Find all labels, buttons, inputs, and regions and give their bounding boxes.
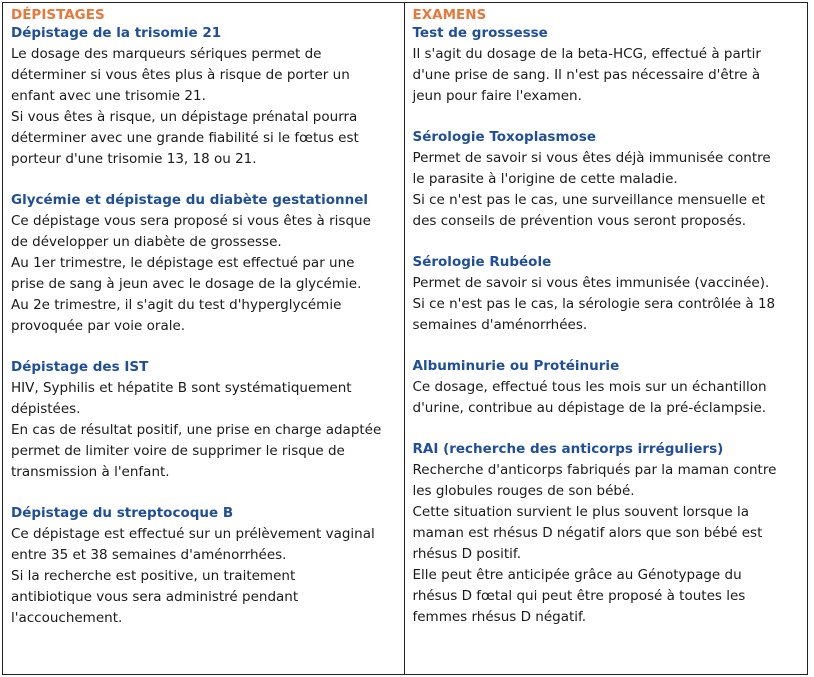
body-text-line: Si la recherche est positive, un traitement: [11, 568, 296, 584]
section-title: Dépistage de la trisomie 21: [11, 25, 222, 41]
body-text-line: porteur d'une trisomie 13, 18 ou 21.: [11, 151, 257, 167]
body-text-line: enfant avec une trisomie 21.: [11, 88, 206, 104]
body-text-line: le parasite à l'origine de cette maladie.: [412, 171, 678, 187]
body-text-line: Le dosage des marqueurs sériques permet de: [11, 46, 322, 62]
body-text-line: maman est rhésus D négatif alors que son bébé est: [412, 525, 763, 541]
section-serologie-rubeole: [413, 252, 808, 336]
body-text-line: femmes rhésus D négatif.: [412, 609, 587, 625]
body-text-line: jeun pour faire l'examen.: [412, 88, 582, 104]
body-text-line: Si ce n'est pas le cas, une surveillance mensuelle et: [412, 192, 765, 208]
body-text-line: permet de limiter voire de supprimer le risque de: [11, 443, 345, 459]
section-title: RAI (recherche des anticorps irréguliers): [412, 441, 724, 457]
body-text-line: déterminer avec une grande fiabilité si le fœtus est: [11, 130, 359, 146]
body-text-line: Permet de savoir si vous êtes déjà immunisée contre: [412, 150, 771, 166]
body-text-line: de développer un diabète de grossesse.: [11, 234, 282, 250]
category-heading: DÉPISTAGES: [11, 7, 105, 23]
section-title: Test de grossesse: [412, 25, 548, 41]
section-depistage-du-streptocoque-b: [11, 503, 404, 629]
body-text-line: rhésus D fœtal qui peut être proposé à toutes les: [412, 588, 746, 604]
section-title: Dépistage du streptocoque B: [11, 505, 234, 521]
section-title: Glycémie et dépistage du diabète gestationnel: [11, 192, 369, 208]
body-text-line: l'accouchement.: [11, 610, 123, 626]
body-text-line: Ce dépistage vous sera proposé si vous êtes à risque: [11, 213, 371, 229]
body-text-line: Au 2e trimestre, il s'agit du test d'hyperglycémie: [11, 297, 342, 313]
body-text-line: Elle peut être anticipée grâce au Génotypage du: [412, 567, 742, 583]
body-text-line: Si vous êtes à risque, un dépistage prénatal pourra: [11, 109, 358, 125]
body-text-line: semaines d'aménorrhées.: [412, 317, 588, 333]
section-rai-recherche-des-anticorps-irreguliers: [413, 439, 808, 628]
info-table: [2, 2, 808, 675]
body-text-line: antibiotique vous sera administré pendant: [11, 589, 299, 605]
body-text-line: les globules rouges de son bébé.: [412, 483, 635, 499]
section-glycemie-et-depistage-du-diabete-gestationnel: [11, 190, 404, 337]
body-text-line: transmission à l'enfant.: [11, 464, 170, 480]
section-title: Sérologie Rubéole: [412, 254, 552, 270]
section-title: Sérologie Toxoplasmose: [412, 129, 597, 145]
body-text-line: d'une prise de sang. Il n'est pas nécessaire d'être à: [412, 67, 761, 83]
body-text-line: entre 35 et 38 semaines d'aménorrhées.: [11, 547, 287, 563]
body-text-line: Recherche d'anticorps fabriqués par la maman contre: [412, 462, 777, 478]
body-text-line: d'urine, contribue au dépistage de la pré-éclampsie.: [412, 400, 767, 416]
body-text-line: Il s'agit du dosage de la beta-HCG, effectué à partir: [412, 46, 761, 62]
section-depistage-des-ist: [11, 357, 404, 483]
category-heading: EXAMENS: [412, 7, 487, 23]
body-text-line: Si ce n'est pas le cas, la sérologie sera contrôlée à 18: [412, 296, 776, 312]
section-title: Dépistage des IST: [11, 359, 149, 375]
column-depistages: [3, 3, 405, 674]
section-serologie-toxoplasmose: [413, 127, 808, 232]
body-text-line: dépistées.: [11, 401, 81, 417]
body-text-line: Cette situation survient le plus souvent lorsque la: [412, 504, 749, 520]
section-depistage-de-la-trisomie-21: [11, 23, 404, 170]
body-text-line: provoquée par voie orale.: [11, 318, 186, 334]
section-test-de-grossesse: [413, 23, 808, 107]
body-text-line: rhésus D positif.: [412, 546, 521, 562]
body-text-line: prise de sang à jeun avec le dosage de la glycémie.: [11, 276, 362, 292]
column-examens: [405, 3, 808, 674]
section-title: Albuminurie ou Protéinurie: [412, 358, 620, 374]
section-albuminurie-ou-proteinurie: [413, 356, 808, 419]
body-text-line: HIV, Syphilis et hépatite B sont systématiquement: [11, 380, 352, 396]
body-text-line: Ce dépistage est effectué sur un prélèvement vaginal: [11, 526, 375, 542]
body-text-line: Ce dosage, effectué tous les mois sur un échantillon: [412, 379, 767, 395]
body-text-line: Au 1er trimestre, le dépistage est effectué par une: [11, 255, 355, 271]
body-text-line: Permet de savoir si vous êtes immunisée (vaccinée).: [412, 275, 770, 291]
body-text-line: des conseils de prévention vous seront proposés.: [412, 213, 747, 229]
body-text-line: En cas de résultat positif, une prise en charge adaptée: [11, 422, 382, 438]
body-text-line: déterminer si vous êtes plus à risque de porter un: [11, 67, 350, 83]
